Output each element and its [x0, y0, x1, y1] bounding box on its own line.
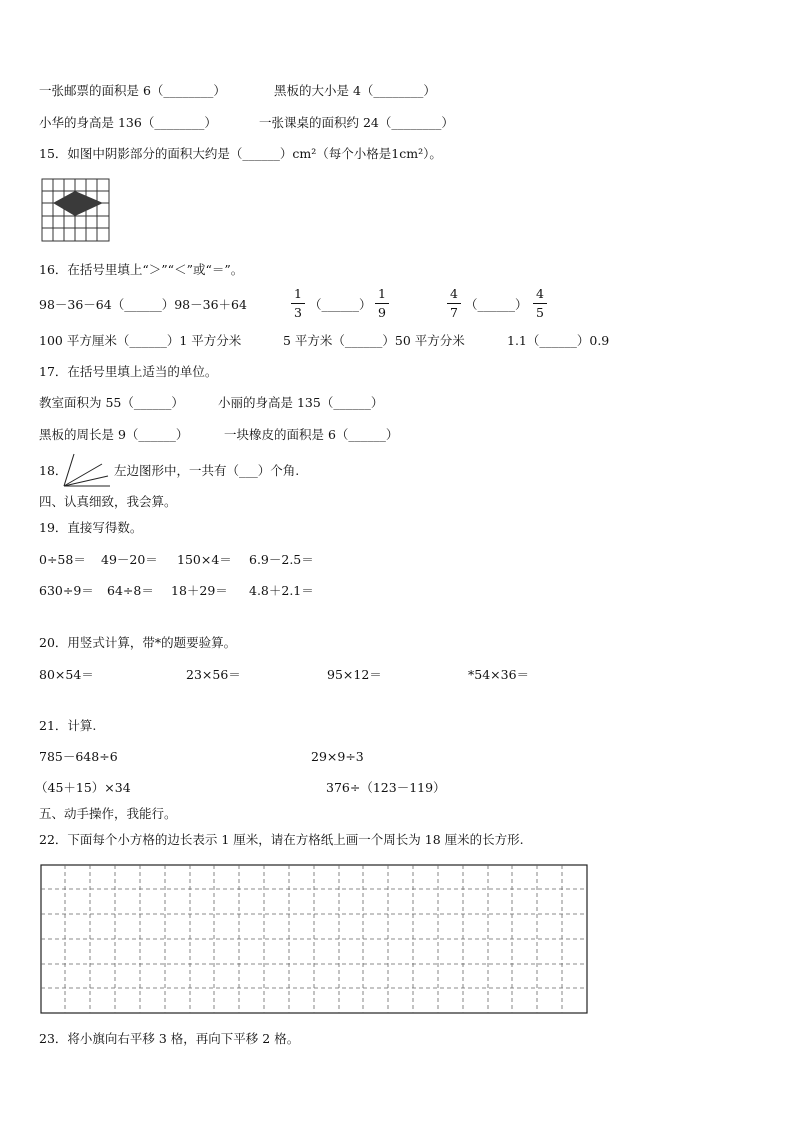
q17-a: 教室面积为 55（______） [39, 395, 184, 410]
q22-text: 22．下面每个小方格的边长表示 1 厘米，请在方格纸上画一个周长为 18 厘米的长方形. [39, 832, 524, 847]
angle-rays-figure [62, 452, 112, 488]
q17-c: 黑板的周长是 9（______） [39, 427, 189, 442]
q19-r1-c2: 49－20＝ [101, 552, 158, 567]
q18-num: 18． [39, 463, 68, 478]
q16-blank-b: （______） [465, 297, 528, 312]
q17-d: 一块橡皮的面积是 6（______） [224, 427, 399, 442]
q20-title: 20．用竖式计算，带*的题要验算。 [39, 635, 237, 650]
shaded-grid-figure [41, 178, 111, 243]
q16-row2-c: 1.1（______）0.9 [507, 333, 610, 348]
q21-c: （45＋15）×34 [35, 780, 131, 795]
section5-heading: 五、动手操作，我能行。 [39, 806, 177, 821]
q16-blank-a: （______） [309, 297, 372, 312]
q19-r1-c4: 6.9－2.5＝ [249, 552, 314, 567]
fraction-one-ninth: 1 9 [374, 287, 390, 320]
q19-r2-c3: 18＋29＝ [171, 583, 228, 598]
q23-text: 23．将小旗向右平移 3 格，再向下平移 2 格。 [39, 1031, 300, 1046]
q20-item-2: 23×56＝ [186, 667, 241, 682]
fraction-one-third: 1 3 [290, 287, 306, 320]
q16-row2-b: 5 平方米（______）50 平方分米 [283, 333, 465, 348]
fraction-four-fifths: 4 5 [532, 287, 548, 320]
q20-item-3: 95×12＝ [327, 667, 382, 682]
q16-row2-a: 100 平方厘米（______）1 平方分米 [39, 333, 242, 348]
section4-heading: 四、认真细致，我会算。 [39, 494, 177, 509]
q21-title: 21．计算. [39, 718, 97, 733]
q19-r1-c3: 150×4＝ [177, 552, 232, 567]
q18-text: 左边图形中，一共有（___）个角. [114, 463, 300, 478]
q21-b: 29×9÷3 [311, 749, 364, 764]
q16-title: 16．在括号里填上“＞”“＜”或“＝”。 [39, 262, 244, 277]
q14-line2-a: 小华的身高是 136（________） [39, 115, 217, 130]
q15-text: 15．如图中阴影部分的面积大约是（______）cm²（每个小格是1cm²）。 [39, 146, 442, 161]
q20-item-1: 80×54＝ [39, 667, 94, 682]
q19-r2-c4: 4.8＋2.1＝ [249, 583, 314, 598]
q14-line1-a: 一张邮票的面积是 6（________） [39, 83, 226, 98]
q19-r2-c2: 64÷8＝ [107, 583, 154, 598]
q21-d: 376÷（123－119） [326, 780, 446, 795]
q14-line1-b: 黑板的大小是 4（________） [274, 83, 436, 98]
q17-b: 小丽的身高是 135（______） [218, 395, 384, 410]
q19-title: 19．直接写得数。 [39, 520, 143, 535]
q19-r2-c1: 630÷9＝ [39, 583, 94, 598]
shaded-rhombus [53, 191, 103, 216]
q21-a: 785－648÷6 [39, 749, 118, 764]
q17-title: 17．在括号里填上适当的单位。 [39, 364, 218, 379]
q20-item-4: *54×36＝ [468, 667, 530, 682]
fraction-four-sevenths: 4 7 [446, 287, 462, 320]
q16-expr1: 98－36－64（______）98－36＋64 [39, 297, 247, 312]
square-grid-paper [40, 864, 589, 1015]
q19-r1-c1: 0÷58＝ [39, 552, 86, 567]
q14-line2-b: 一张课桌的面积约 24（________） [259, 115, 454, 130]
